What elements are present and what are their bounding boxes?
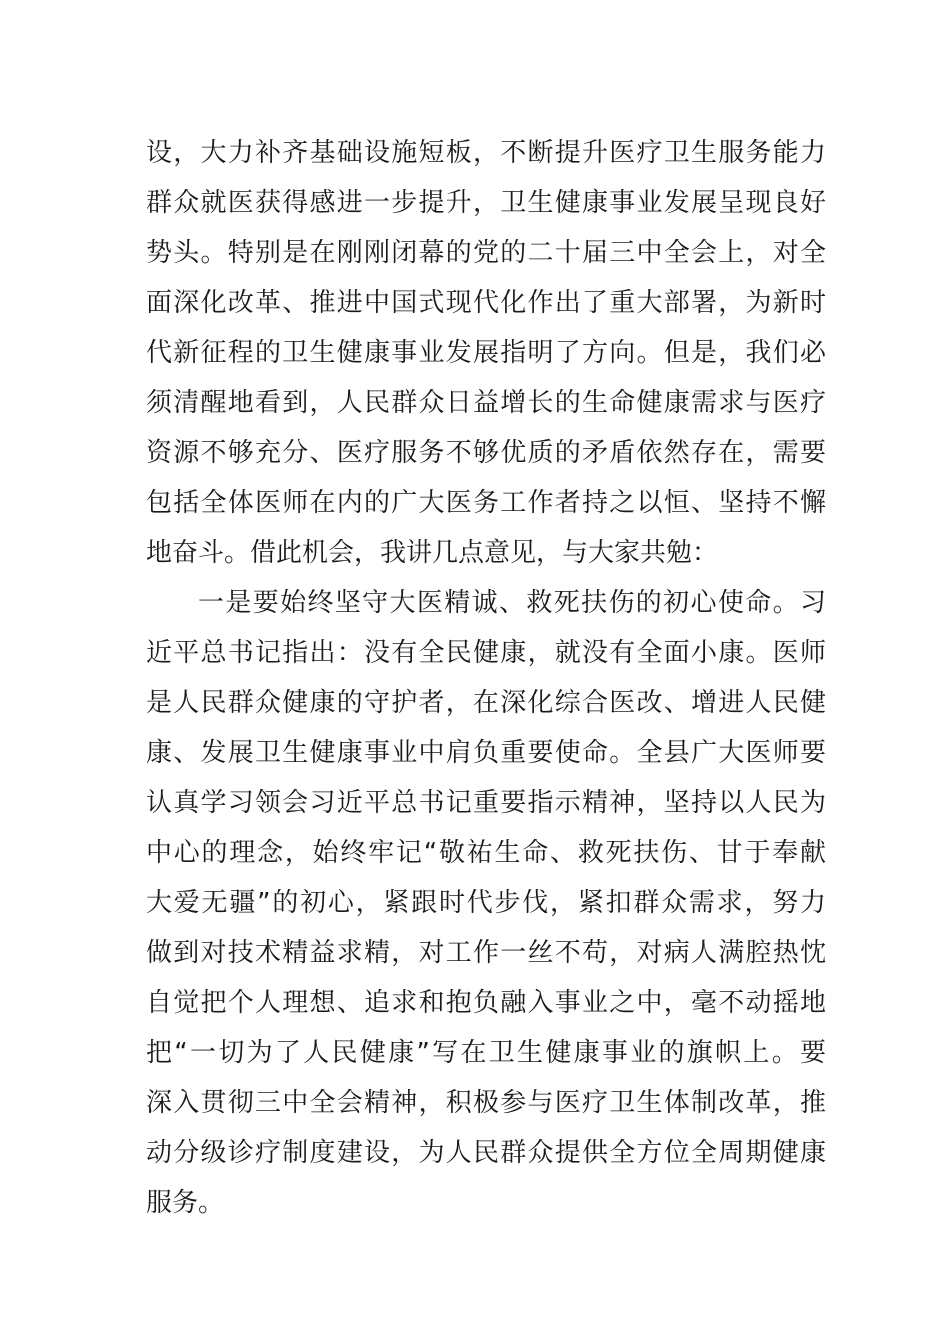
paragraph-2-line-13: 服务。 — [146, 1188, 225, 1218]
paragraph-2-line-2: 近平总书记指出：没有全民健康，就没有全面小康。医师 — [146, 638, 826, 668]
paragraph-1-line-6: 须清醒地看到，人民群众日益增长的生命健康需求与医疗 — [146, 388, 826, 418]
paragraph-1-line-9: 地奋斗。借此机会，我讲几点意见，与大家共勉： — [146, 538, 719, 568]
paragraph-1-line-5: 代新征程的卫生健康事业发展指明了方向。但是，我们必 — [146, 338, 826, 368]
paragraph-1-line-2: 群众就医获得感进一步提升，卫生健康事业发展呈现良好 — [146, 188, 826, 218]
paragraph-2-line-9: 自觉把个人理想、追求和抱负融入事业之中，毫不动摇地 — [146, 988, 826, 1018]
paragraph-1-line-1: 设，大力补齐基础设施短板，不断提升医疗卫生服务能力 — [146, 138, 826, 168]
paragraph-2-line-10: 把“一切为了人民健康”写在卫生健康事业的旗帜上。要 — [146, 1038, 826, 1068]
paragraph-2-line-5: 认真学习领会习近平总书记重要指示精神，坚持以人民为 — [146, 788, 826, 818]
paragraph-2-line-4: 康、发展卫生健康事业中肩负重要使命。全县广大医师要 — [146, 738, 826, 768]
paragraph-2-line-1: 一是要始终坚守大医精诚、救死扶伤的初心使命。习 — [198, 588, 826, 618]
paragraph-2-line-7: 大爱无疆”的初心，紧跟时代步伐，紧扣群众需求，努力 — [146, 888, 826, 918]
paragraph-2-line-11: 深入贯彻三中全会精神，积极参与医疗卫生体制改革，推 — [146, 1088, 826, 1118]
paragraph-1-line-7: 资源不够充分、医疗服务不够优质的矛盾依然存在，需要 — [146, 438, 826, 468]
paragraph-1-line-8: 包括全体医师在内的广大医务工作者持之以恒、坚持不懈 — [146, 488, 826, 518]
paragraph-2-line-8: 做到对技术精益求精，对工作一丝不苟，对病人满腔热忱 — [146, 938, 826, 968]
paragraph-1-line-3: 势头。特别是在刚刚闭幕的党的二十届三中全会上，对全 — [146, 238, 826, 268]
paragraph-1-line-4: 面深化改革、推进中国式现代化作出了重大部署，为新时 — [146, 288, 826, 318]
paragraph-2-line-6: 中心的理念，始终牢记“敬祐生命、救死扶伤、甘于奉献 — [146, 838, 826, 868]
paragraph-2-line-3: 是人民群众健康的守护者，在深化综合医改、增进人民健 — [146, 688, 826, 718]
paragraph-2-line-12: 动分级诊疗制度建设，为人民群众提供全方位全周期健康 — [146, 1138, 826, 1168]
